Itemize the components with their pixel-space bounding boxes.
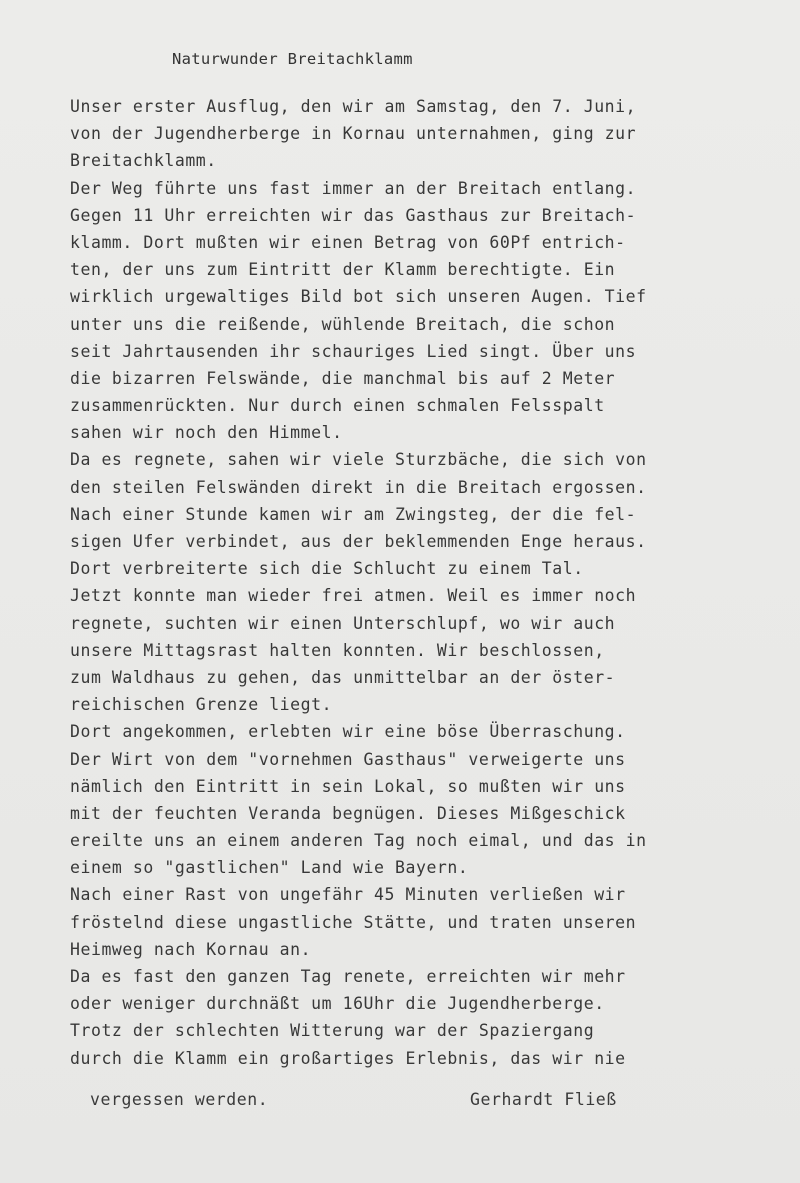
text-line: einem so "gastlichen" Land wie Bayern. <box>70 858 469 878</box>
text-line: regnete, suchten wir einen Unterschlupf, wo wir auch <box>70 613 616 633</box>
text-line: zusammenrückten. Nur durch einen schmalen Felsspalt <box>70 396 605 416</box>
text-line: Nach einer Rast von ungefähr 45 Minuten verließen wir <box>70 885 626 905</box>
text-line: reichischen Grenze liegt. <box>70 695 333 715</box>
document-title: Naturwunder Breitachklamm <box>172 50 413 68</box>
text-line: sahen wir noch den Himmel. <box>70 423 343 443</box>
text-line: fröstelnd diese ungastliche Stätte, und traten unseren <box>70 912 637 932</box>
text-line: Unser erster Ausflug, den wir am Samstag, den 7. Juni, <box>70 97 637 116</box>
closing-row <box>90 1090 780 1117</box>
text-line: Dort verbreiterte sich die Schlucht zu einem Tal. <box>70 559 584 579</box>
text-line: unsere Mittagsrast halten konnten. Wir beschlossen, <box>70 640 605 660</box>
text-line: klamm. Dort mußten wir einen Betrag von 60Pf entrich- <box>70 232 626 252</box>
text-line: ereilte uns an einem anderen Tag noch eimal, und das in <box>70 831 647 851</box>
text-line: sigen Ufer verbindet, aus der beklemmenden Enge heraus. <box>70 532 647 551</box>
text-line: Nach einer Stunde kamen wir am Zwingsteg, der die fel- <box>70 504 637 524</box>
body-text <box>70 93 790 1072</box>
text-line: nämlich den Eintritt in sein Lokal, so mußten wir uns <box>70 776 626 796</box>
author-signature: Gerhardt Fließ <box>470 1090 617 1109</box>
text-line: seit Jahrtausenden ihr schauriges Lied singt. Über uns <box>70 341 637 361</box>
text-line: ten, der uns zum Eintritt der Klamm berechtigte. Ein <box>70 260 616 280</box>
text-line: unter uns die reißende, wühlende Breitach, die schon <box>70 314 616 334</box>
text-line: Der Wirt von dem "vornehmen Gasthaus" verweigerte uns <box>70 749 626 769</box>
text-line: den steilen Felswänden direkt in die Breitach ergossen. <box>70 477 647 497</box>
text-line: Jetzt konnte man wieder frei atmen. Weil es immer noch <box>70 586 637 606</box>
text-line: die bizarren Felswände, die manchmal bis auf 2 Meter <box>70 368 616 388</box>
text-line: oder weniger durchnäßt um 16Uhr die Jugendherberge. <box>70 994 605 1014</box>
text-line: Trotz der schlechten Witterung war der Spaziergang <box>70 1021 595 1041</box>
text-line: zum Waldhaus zu gehen, das unmittelbar an der öster- <box>70 667 616 687</box>
text-line: von der Jugendherberge in Kornau unternahmen, ging zur <box>70 124 637 144</box>
text-line: Gegen 11 Uhr erreichten wir das Gasthaus zur Breitach- <box>70 205 637 225</box>
text-line: Heimweg nach Kornau an. <box>70 939 312 959</box>
text-line: wirklich urgewaltiges Bild bot sich unseren Augen. Tief <box>70 287 647 307</box>
text-line: Dort angekommen, erlebten wir eine böse Überraschung. <box>70 722 626 742</box>
text-line: Da es regnete, sahen wir viele Sturzbäche, die sich von <box>70 450 647 470</box>
text-line: mit der feuchten Veranda begnügen. Dieses Mißgeschick <box>70 803 626 823</box>
text-line: Der Weg führte uns fast immer an der Breitach entlang. <box>70 178 637 198</box>
text-line: Breitachklamm. <box>70 151 217 171</box>
closing-line: vergessen werden. <box>90 1090 269 1109</box>
text-line: durch die Klamm ein großartiges Erlebnis, das wir nie <box>70 1048 626 1068</box>
text-line: Da es fast den ganzen Tag renete, erreichten wir mehr <box>70 967 626 986</box>
